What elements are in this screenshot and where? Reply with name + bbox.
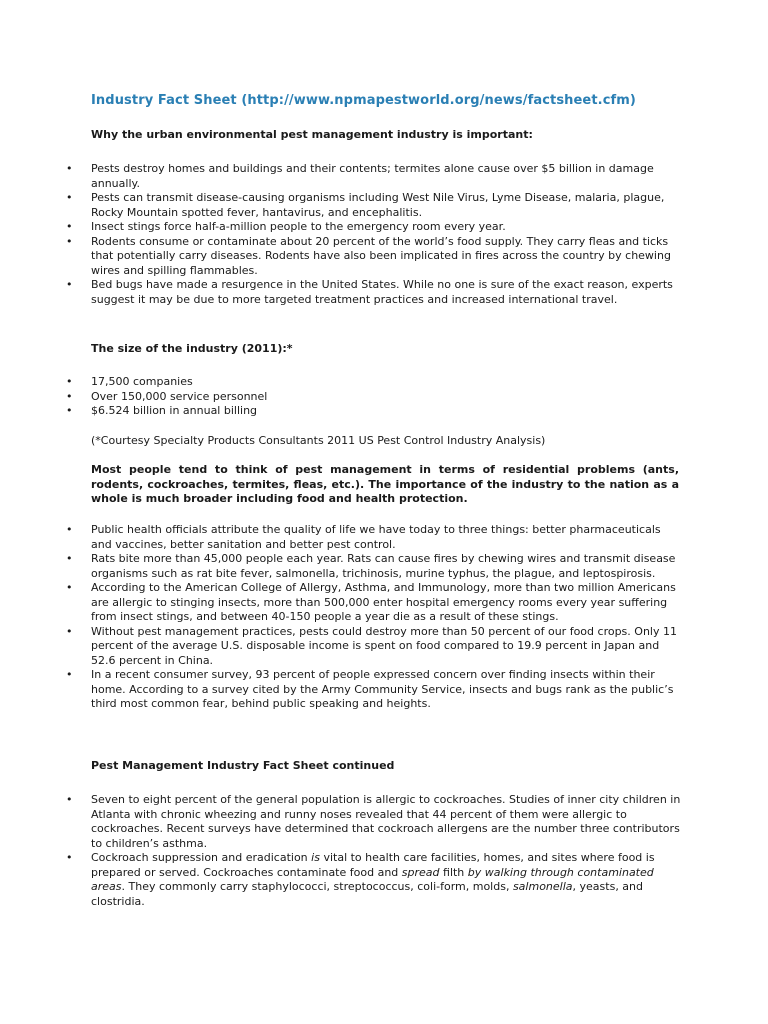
bullet-icon: •: [66, 581, 73, 594]
bullet-icon: •: [66, 668, 73, 681]
list-item: • Pests can transmit disease-causing organisms including West Nile Virus, Lyme Disease, malaria, plague, Rocky Mountain spotted fever, hantavirus, and encephalitis.: [66, 191, 665, 219]
list-item: • Over 150,000 service personnel: [66, 389, 268, 403]
importance-bullet-list: [0, 162, 768, 307]
list-item: • Rodents consume or contaminate about 20 percent of the world’s food supply. They carry fleas and ticks that potentially carry diseases. Rodents have also been implicated in fires across the country by chewing wires and spilling flammables.: [66, 234, 671, 277]
section-heading-broader-importance: Most people tend to think of pest management in terms of residential problems (ants, rodents, cockroaches, termites, fleas, etc.). The importance of the industry to the nation as a whole is much broader including food and health protection.: [91, 463, 679, 505]
bullet-icon: •: [66, 389, 73, 403]
bullet-icon: •: [66, 220, 73, 233]
list-item: • Cockroach suppression and eradication is vital to health care facilities, homes, and sites where food is prepared or served. Cockroaches contaminate food and spread filth by walking through contaminated areas. They commonly carry staphylococci, streptococcus, coli-form, molds, salmonella, yeasts, and clostridia.: [66, 851, 655, 908]
bullet-icon: •: [66, 162, 73, 175]
section-heading-importance: Why the urban environmental pest management industry is important:: [91, 128, 533, 141]
bullet-icon: •: [66, 191, 73, 204]
continued-bullet-list: [0, 793, 768, 909]
section-heading-continued: Pest Management Industry Fact Sheet continued: [91, 759, 395, 772]
list-item: • $6.524 billion in annual billing: [66, 404, 258, 417]
bullet-icon: •: [66, 793, 73, 806]
list-item: • Bed bugs have made a resurgence in the United States. While no one is sure of the exact reason, experts suggest it may be due to more targeted treatment practices and increased international travel.: [66, 278, 673, 306]
list-item: • Public health officials attribute the quality of life we have today to three things: better pharmaceuticals and vaccines, better sanitation and better pest control.: [66, 523, 661, 551]
list-item: • Rats bite more than 45,000 people each year. Rats can cause fires by chewing wires and transmit disease organisms such as rat bite fever, salmonella, trichinosis, murine typhus, the plague, and leptospirosis.: [66, 552, 676, 580]
health-protection-bullet-list: [0, 523, 768, 712]
bullet-icon: •: [66, 404, 73, 417]
list-item: • 17,500 companies: [66, 375, 193, 388]
bullet-icon: •: [66, 375, 73, 388]
list-item: • According to the American College of Allergy, Asthma, and Immunology, more than two million Americans are allergic to stinging insects, more than 500,000 enter hospital emergency rooms every year suffering from insect stings, and between 40-150 people a year die as a result of these stings.: [66, 581, 676, 623]
industry-size-bullet-list: [0, 375, 768, 419]
bullet-icon: •: [66, 624, 73, 638]
section-heading-industry-size: The size of the industry (2011):*: [91, 342, 293, 355]
list-item: • Without pest management practices, pests could destroy more than 50 percent of our food crops. Only 11 percent of the average U.S. disposable income is spent on food compared to 19.9 percent in Japan and 52.6 percent in China.: [66, 624, 677, 667]
list-item: • Insect stings force half-a-million people to the emergency room every year.: [66, 220, 506, 233]
list-item: • Pests destroy homes and buildings and their contents; termites alone cause over $5 billion in damage annually.: [66, 162, 654, 190]
bullet-icon: •: [66, 278, 73, 291]
bullet-icon: •: [66, 523, 73, 536]
list-item: • In a recent consumer survey, 93 percent of people expressed concern over finding insects within their home. According to a survey cited by the Army Community Service, insects and bugs rank as the public’s third most common fear, behind public speaking and heights.: [66, 668, 674, 710]
bullet-icon: •: [66, 234, 73, 248]
bullet-icon: •: [66, 552, 73, 565]
fact-sheet-title: Industry Fact Sheet (http://www.npmapestworld.org/news/factsheet.cfm): [91, 93, 636, 108]
list-item: • Seven to eight percent of the general population is allergic to cockroaches. Studies of inner city children in Atlanta with chronic wheezing and runny noses revealed that 44 percent of them were allergic to cockroaches. Recent surveys have determined that cockroach allergens are the number three contributors to children’s asthma.: [66, 793, 681, 850]
source-note: (*Courtesy Specialty Products Consultants 2011 US Pest Control Industry Analysis): [91, 434, 546, 447]
bullet-icon: •: [66, 851, 73, 864]
